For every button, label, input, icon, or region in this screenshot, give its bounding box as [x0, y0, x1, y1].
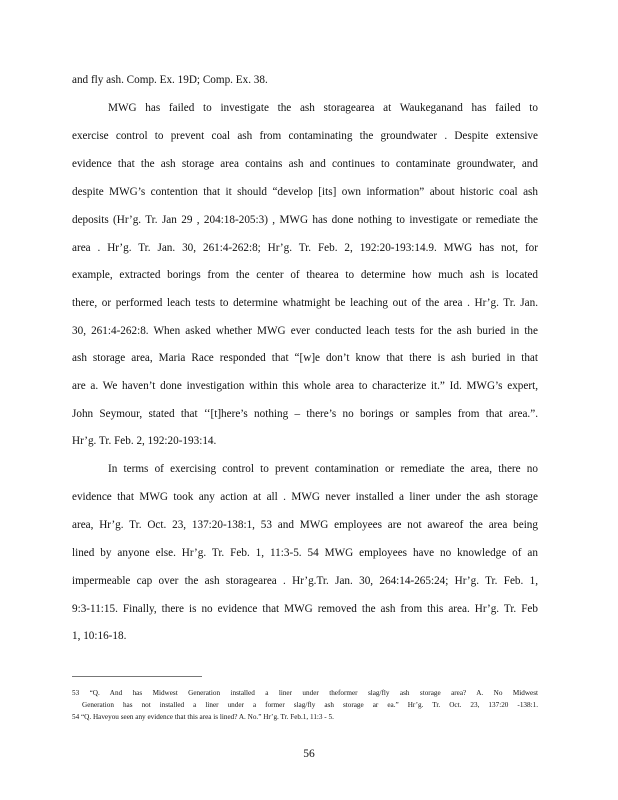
- body-line: lined by anyone else. Hr’g. Tr. Feb. 1, 11:3-5. 54 MWG employees have no knowledge of an: [72, 547, 538, 559]
- body-line: and fly ash. Comp. Ex. 19D; Comp. Ex. 38.: [72, 74, 268, 86]
- body-line: 1, 10:16-18.: [72, 630, 127, 642]
- body-line: 30, 261:4-262:8. When asked whether MWG ever conducted leach tests for the ash buried in the: [72, 325, 538, 337]
- body-line: exercise control to prevent coal ash from contaminating the groundwater . Despite extensive: [72, 130, 538, 142]
- body-line: In terms of exercising control to prevent contamination or remediate the area, there no: [108, 463, 538, 475]
- footnote-line: 54 “Q. Haveyou seen any evidence that this area is lined? A. No.” Hr’g. Tr. Feb.1, 11:3 - 5.: [72, 713, 334, 721]
- body-line: ash storage area, Maria Race responded that “[w]e don’t know that there is ash buried in that: [72, 352, 538, 364]
- footnote-line: Generation has not installed a liner under a former slag/fly ash storage ar ea.” Hr’g. Tr. Oct. 23, 137:20 -138:1.: [82, 701, 538, 709]
- body-line: area, Hr’g. Tr. Oct. 23, 137:20-138:1, 53 and MWG employees are not awareof the area being: [72, 519, 538, 531]
- body-line: area . Hr’g. Tr. Jan. 30, 261:4-262:8; Hr’g. Tr. Feb. 2, 192:20-193:14.9. MWG has not, for: [72, 242, 538, 254]
- body-line: deposits (Hr’g. Tr. Jan 29 , 204:18-205:3) , MWG has done nothing to investigate or remediate the: [72, 214, 538, 226]
- body-line: MWG has failed to investigate the ash storagearea at Waukeganand has failed to: [108, 102, 538, 114]
- body-line: 9:3-11:15. Finally, there is no evidence that MWG removed the ash from this area. Hr’g. Tr. Feb: [72, 603, 538, 615]
- body-line: impermeable cap over the ash storagearea . Hr’g.Tr. Jan. 30, 264:14-265:24; Hr’g. Tr. Feb. 1,: [72, 575, 538, 587]
- footnote-divider: [72, 676, 202, 677]
- body-line: example, extracted borings from the center of thearea to determine how much ash is located: [72, 269, 538, 281]
- body-line: there, or performed leach tests to determine whatmight be leaching out of the area . Hr’g. Tr. Jan.: [72, 297, 538, 309]
- page-number: 56: [303, 748, 315, 760]
- body-line: evidence that the ash storage area contains ash and continues to contaminate groundwater, and: [72, 158, 538, 170]
- body-line: are a. We haven’t done investigation within this whole area to characterize it.” Id. MWG’s expert,: [72, 380, 538, 392]
- body-line: evidence that MWG took any action at all . MWG never installed a liner under the ash storage: [72, 491, 538, 503]
- footnote-line: 53 “Q. And has Midwest Generation installed a liner under theformer slag/fly ash storage area? A. No Midwest: [72, 689, 538, 697]
- body-line: Hr’g. Tr. Feb. 2, 192:20-193:14.: [72, 435, 217, 447]
- body-line: despite MWG’s contention that it should “develop [its] own information” about historic coal ash: [72, 186, 538, 198]
- body-line: John Seymour, stated that ‘‘[t]here’s nothing – there’s no borings or samples from that area.”.: [72, 408, 538, 420]
